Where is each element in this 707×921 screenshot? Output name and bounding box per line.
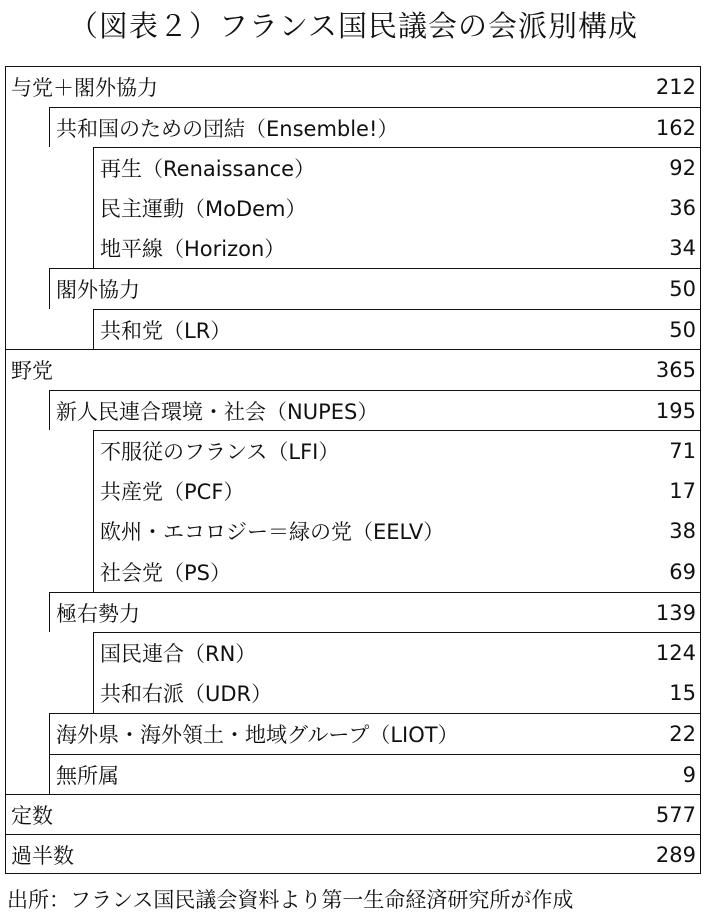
- row-label: 共産党（PCF）: [100, 480, 245, 504]
- row-value: 50: [669, 277, 696, 301]
- row-value: 124: [655, 641, 696, 665]
- row-value: 50: [669, 317, 696, 342]
- row-value: 22: [669, 722, 696, 746]
- row-value: 289: [655, 842, 696, 867]
- row-label: 海外県・海外領土・地域グループ（LIOT）: [56, 723, 459, 747]
- row-value: 365: [655, 358, 696, 382]
- table-row: [5, 834, 701, 874]
- row-value: 69: [669, 559, 696, 584]
- table-title: （図表２）フランス国民議会の会派別構成: [68, 9, 639, 43]
- row-label: 共和右派（UDR）: [100, 682, 273, 706]
- table-row: [93, 632, 701, 673]
- table-row: [5, 349, 701, 390]
- table-row: [93, 471, 701, 511]
- table-row: [93, 147, 701, 188]
- row-label: 新人民連合環境・社会（NUPES）: [56, 399, 379, 424]
- party-table: [5, 66, 701, 874]
- table-row: [93, 228, 701, 268]
- row-label: 無所属: [56, 763, 119, 788]
- table-row: [49, 390, 701, 430]
- table-row: [93, 673, 701, 713]
- table-row: [93, 309, 701, 349]
- table-row: [49, 107, 701, 147]
- source-note: 出所：フランス国民議会資料より第一生命経済研究所が作成: [7, 888, 574, 912]
- table-row: [49, 592, 701, 632]
- table-row: [93, 188, 701, 228]
- row-label: 定数: [11, 803, 53, 828]
- table-row: [5, 66, 701, 107]
- row-label: 民主運動（MoDem）: [100, 197, 307, 221]
- row-label: 閣外協力: [56, 278, 140, 302]
- row-value: 212: [655, 74, 696, 99]
- row-label: 再生（Renaissance）: [100, 157, 316, 181]
- row-label: 過半数: [11, 843, 74, 868]
- row-value: 34: [669, 236, 696, 260]
- row-label: 共和国のための団結（Ensemble!）: [56, 116, 399, 141]
- row-value: 17: [669, 479, 696, 503]
- row-value: 577: [655, 802, 696, 827]
- row-value: 195: [655, 398, 696, 423]
- row-label: 欧州・エコロジー＝緑の党（EELV）: [100, 520, 445, 544]
- row-label: 共和党（LR）: [100, 318, 232, 343]
- row-value: 38: [669, 519, 696, 543]
- table-row: [49, 713, 701, 754]
- table-row: [93, 551, 701, 592]
- table-row: [49, 268, 701, 309]
- row-value: 36: [669, 196, 696, 220]
- table-row: [5, 794, 701, 834]
- row-value: 92: [669, 156, 696, 180]
- row-value: 162: [655, 115, 696, 140]
- table-row: [49, 754, 701, 794]
- row-label: 極右勢力: [56, 601, 140, 626]
- table-row: [93, 511, 701, 551]
- row-value: 9: [682, 762, 696, 787]
- row-label: 与党＋閣外協力: [11, 75, 158, 100]
- row-label: 野党: [11, 359, 53, 383]
- row-label: 国民連合（RN）: [100, 642, 257, 666]
- table-row: [93, 430, 701, 471]
- row-value: 71: [669, 439, 696, 463]
- row-label: 地平線（Horizon）: [100, 237, 286, 261]
- row-value: 139: [655, 600, 696, 625]
- row-value: 15: [669, 681, 696, 705]
- row-label: 社会党（PS）: [100, 560, 231, 585]
- row-label: 不服従のフランス（LFI）: [100, 440, 340, 464]
